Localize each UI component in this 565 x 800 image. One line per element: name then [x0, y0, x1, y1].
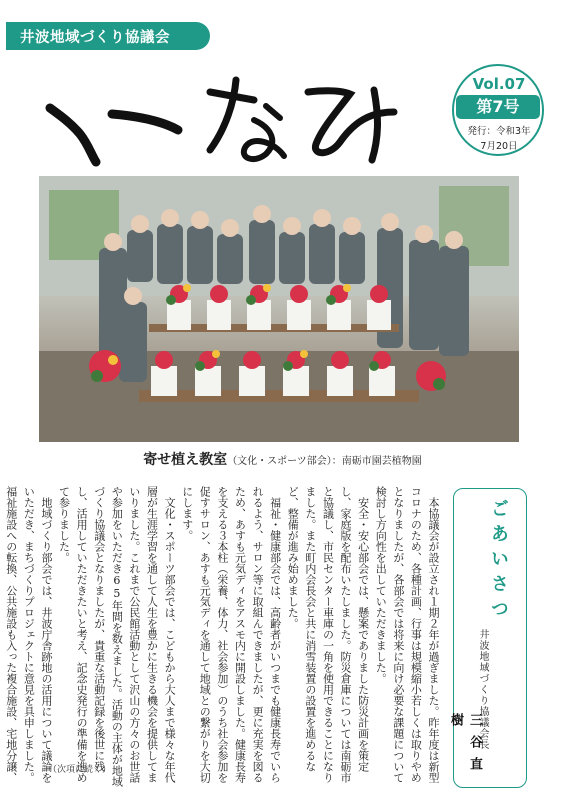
greeting-author-name: 三谷直樹 — [448, 713, 482, 779]
publish-label: 発行：令和3年 — [467, 126, 531, 137]
issue-number: 第7号 — [456, 95, 540, 119]
photo-caption — [0, 449, 565, 469]
caption-detail: （文化・スポーツ部会）：南砺市園芸植物園 — [227, 456, 422, 467]
continued-note: （次項に続く） — [48, 765, 112, 775]
greeting-heading: ごあいさつ — [488, 499, 509, 624]
publish-day: 7月20日 — [480, 141, 518, 152]
title-calligraphy-icon — [40, 72, 420, 168]
caption-title: 寄せ植え教室 — [143, 452, 228, 468]
greeting-box — [448, 488, 527, 788]
group-photo-illustration — [39, 176, 519, 442]
greeting-author-title: 井波地域づくり協議会長 — [477, 629, 488, 750]
article-paragraph: 文化・スポーツ部会では、こどもから大人まで様々な年代層が生涯学習を通して人生を豊かに生きる機会を提供してまいりました。これまで公民館活動として沢山の方々のお世話や参加をいただき65年間を数えました。活動の主体が地域づくり協議会となりましたが、貴重な活動記録を後世に残し、活用していただきたいと考え、記念史発行の準備を進めて参りました。 — [57, 486, 177, 787]
volume-label: Vol.07 — [472, 75, 526, 93]
group-photo — [39, 176, 519, 442]
article-paragraph: 安全・安心部会では、懸案でありました防災計画を策定し、家庭版を配布いたしました。防災倉庫については南砺市と協議し、市民センター車庫の一角を使用できることになりました。また町内会長会と共に消雪装置の設置を進めるなど、整備が進み始めました。 — [286, 486, 370, 783]
greeting-article — [4, 486, 442, 788]
publish-date — [458, 124, 540, 154]
article-paragraph: 福祉・健康部会では、高齢者がいつまでも健康長寿でいられるよう、サロン等に取組んできましたが、更に充実を図るため、あすも元気ディをアスモ内に開設しました。健康長寿を支える３本柱（栄養、体力、社会参加）のうち社会参加を促すサロン、あすも元気ディを通して地域との繋がりを大切にします。 — [180, 486, 282, 783]
organization-banner: 井波地域づくり協議会 — [6, 22, 210, 50]
newsletter-title-logo — [40, 72, 420, 168]
article-paragraph: 本協議会が設立され１期２年が過ぎました。昨年度は新型コロナのため、各種計画、行事は規模縮小若しくは取りやめとなりましたが、各部会では将来に向け必要な課題について検討し方向性を出していただきました。 — [374, 486, 440, 783]
article-paragraph: 地域づくり部会では、井波庁舎跡地の活用について議論をいただき、まちづくりプロジェクトに意見を具申しました。福祉施設への転換、公共施設も入った複合施設、宅地分譲、 — [4, 486, 53, 783]
